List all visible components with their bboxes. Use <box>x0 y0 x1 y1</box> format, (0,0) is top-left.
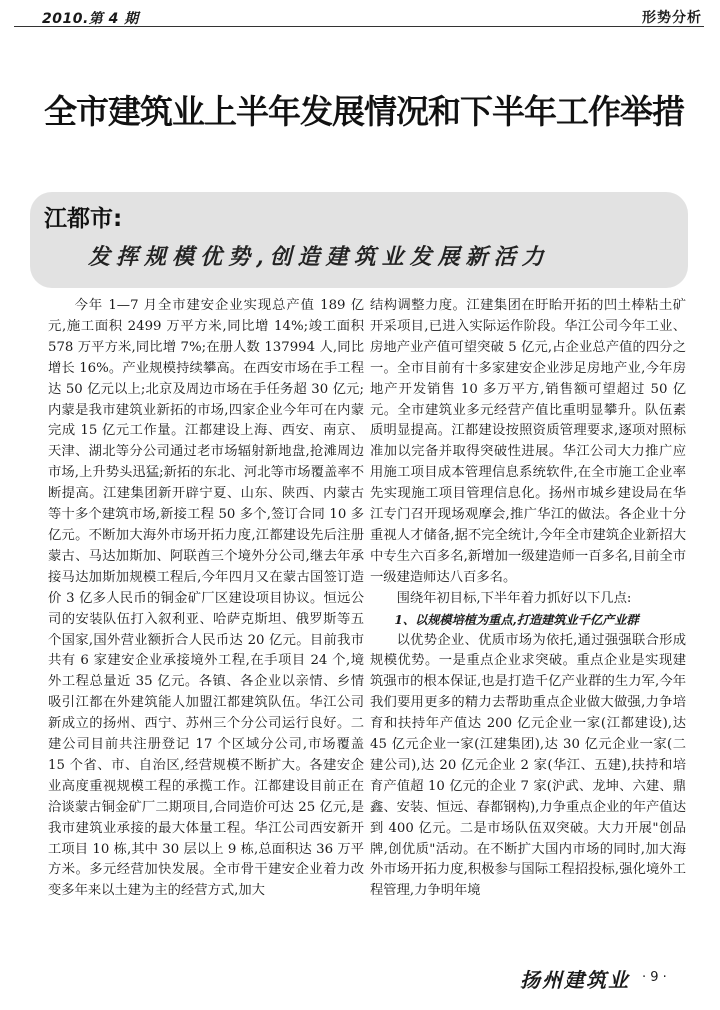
body-paragraph: 围绕年初目标,下半年着力抓好以下几点: <box>396 590 632 606</box>
running-header <box>8 6 710 26</box>
header-rule <box>14 26 704 27</box>
right-column <box>370 296 686 902</box>
body-paragraph: 以优势企业、优质市场为依托,通过强强联合形成规模优势。一是重点企业求突破。重点企业是实现建筑强市的根本保证,也是打造千亿产业群的生力军,今年我们要用更多的精力去帮助重点企业做大做强,力争培育和扶持年产值达 200 亿元企业一家(江都建设),达 45 亿元企业一家(江建集团),达 30 亿元企业一家(二建公司),达 20 亿元企业 2 家(华江、五建),扶持和培育产值超 10 亿元的企业 7 家(沪武、龙坤、六建、鼎鑫、安装、恒远、春都钢构),力争重点企业的年产值达到 400 亿元。二是市场队伍双突破。大力开展"创品牌,创优质"活动。在不断扩大国内市场的同时,加大海外市场开拓力度,积极参与国际工程招投标,强化境外工程管理,力争明年境 <box>370 632 686 899</box>
body-paragraph: 结构调整力度。江建集团在盱眙开拓的凹土棒粘土矿开采项目,已进入实际运作阶段。华江公司今年工业、房地产业产值可望突破 5 亿元,占企业总产值的四分之一。全市目前有十多家建安企业涉足房地产业,今年房地产开发销售 10 多万平方,销售额可望超过 50 亿元。全市建筑业多元经营产值比重明显攀升。队伍素质明显提高。江都建设按照资质管理要求,逐项对照标准加以完备并取得突破性进展。华江公司大力推广应用施工项目成本管理信息系统软件,在全市施工企业率先实现施工项目管理信息化。扬州市城乡建设局在华江专门召开现场观摩会,推广华江的做法。各企业十分重视人才储备,据不完全统计,今年全市建筑企业新招大中专生六百多名,新增加一级建造师一百多名,目前全市一级建造师达八百多名。 <box>370 298 686 585</box>
left-column <box>48 296 364 902</box>
page-number: · 9 · <box>642 970 667 985</box>
section-name: 形势分析 <box>642 10 702 26</box>
body-paragraph: 今年 1—7 月全市建安企业实现总产值 189 亿元,施工面积 2499 万平方米,同比增 14%;竣工面积 578 万平方米,同比增 7%;在册人数 137994 人,同比增长 16%。产业规模持续攀高。在西安市场在手工程达 50 亿元以上;北京及周边市场在手任务超 30 亿元;内蒙是我市建筑业新拓的市场,四家企业今年可在内蒙完成 15 亿元工作量。江都建设上海、西安、南京、天津、湖北等分公司通过老市场辐射新地盘,抢滩周边市场,上升势头迅猛;新拓的东北、河北等市场覆盖率不断提高。江建集团新开辟宁夏、山东、陕西、内蒙古等十多个建筑市场,新接工程 50 多个,签订合同 10 多亿元。不断加大海外市场开拓力度,江都建设先后注册蒙古、马达加斯加、阿联酋三个境外分公司,继去年承接马达加斯加规模工程后,今年四月又在蒙古国签订造价 3 亿多人民币的铜金矿厂区建设项目协议。恒远公司的安装队伍打入叙利亚、哈萨克斯坦、俄罗斯等五个国家,国外营业额折合人民币达 20 亿元。目前我市共有 6 家建安企业承接境外工程,在手项目 24 个,境外工程总量近 35 亿元。各镇、各企业以亲情、乡情吸引江都在外建筑能人加盟江都建筑队伍。华江公司新成立的扬州、西宁、苏州三个分公司运行良好。二建公司目前共注册登记 17 个区域分公司,市场覆盖 15 个省、市、自治区,经营规模不断扩大。各建安企业高度重视规模工程的承揽工作。江都建设目前正在洽谈蒙古铜金矿厂二期项目,合同造价可达 25 亿元,是我市建筑业承接的最大体量工程。华江公司西安新开工项目 10 栋,其中 30 层以上 9 栋,总面积达 36 万平方米。多元经营加快发展。全市骨干建安企业着力改变多年来以土建为主的经营方式,加大 <box>48 298 364 899</box>
sub-heading: 1、以规模培植为重点,打造建筑业千亿产业群 <box>394 612 639 627</box>
article-title: 全市建筑业上半年发展情况和下半年工作举措 <box>44 92 684 131</box>
city-heading: 江都市: <box>44 206 123 232</box>
subtitle-banner <box>30 192 688 288</box>
magazine-logo: 扬州建筑业 <box>520 968 630 992</box>
article-subtitle: 发挥规模优势,创造建筑业发展新活力 <box>88 244 550 270</box>
issue-number: 2010.第 4 期 <box>42 11 139 27</box>
